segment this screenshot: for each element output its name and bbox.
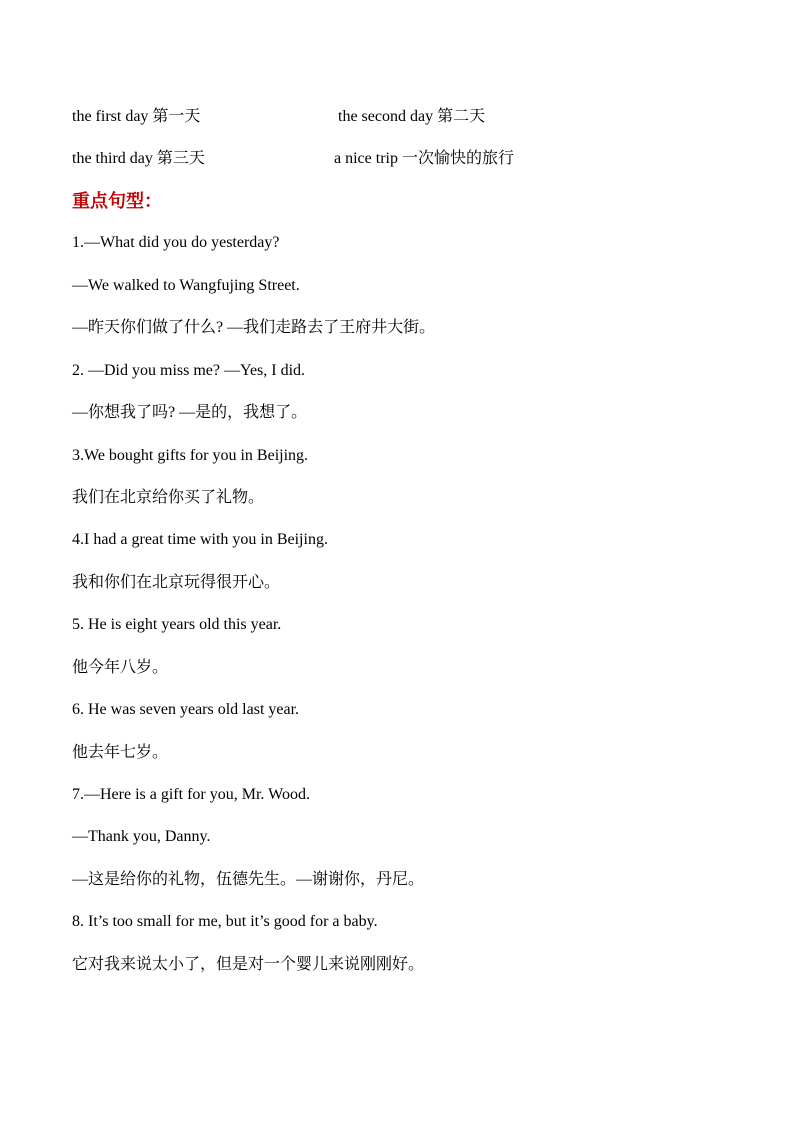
sentence-line: 他今年八岁。	[72, 659, 169, 676]
vocab-item: the third day 第三天	[72, 150, 205, 167]
vocab-item: the second day 第二天	[338, 108, 486, 125]
sentence-line: 2. —Did you miss me? —Yes, I did.	[72, 362, 306, 379]
sentence-line: 3.We bought gifts for you in Beijing.	[72, 447, 309, 464]
sentence-line: 我和你们在北京玩得很开心。	[72, 574, 281, 591]
sentence-line: 5. He is eight years old this year.	[72, 616, 282, 633]
sentence-line: —Thank you, Danny.	[72, 828, 211, 845]
vocab-item: a nice trip 一次愉快的旅行	[334, 150, 514, 167]
sentence-line: —We walked to Wangfujing Street.	[72, 277, 300, 294]
section-heading: 重点句型：	[72, 191, 162, 211]
vocab-row	[72, 149, 732, 169]
vocab-item: the first day 第一天	[72, 108, 201, 125]
sentence-line: —你想我了吗? —是的，我想了。	[72, 404, 308, 421]
sentence-line: —这是给你的礼物，伍德先生。—谢谢你，丹尼。	[72, 871, 425, 888]
sentence-line: 它对我来说太小了，但是对一个婴儿来说刚刚好。	[72, 956, 425, 973]
sentence-line: 他去年七岁。	[72, 744, 169, 761]
sentence-line: 我们在北京给你买了礼物。	[72, 489, 265, 506]
sentence-line: 7.—Here is a gift for you, Mr. Wood.	[72, 786, 310, 803]
sentence-line: 4.I had a great time with you in Beijing.	[72, 531, 328, 548]
vocab-row	[72, 107, 732, 127]
sentence-line: —昨天你们做了什么? —我们走路去了王府井大街。	[72, 319, 436, 336]
sentence-line: 8. It’s too small for me, but it’s good for a baby.	[72, 913, 378, 930]
sentence-line: 6. He was seven years old last year.	[72, 701, 300, 718]
sentence-line: 1.—What did you do yesterday?	[72, 234, 280, 251]
